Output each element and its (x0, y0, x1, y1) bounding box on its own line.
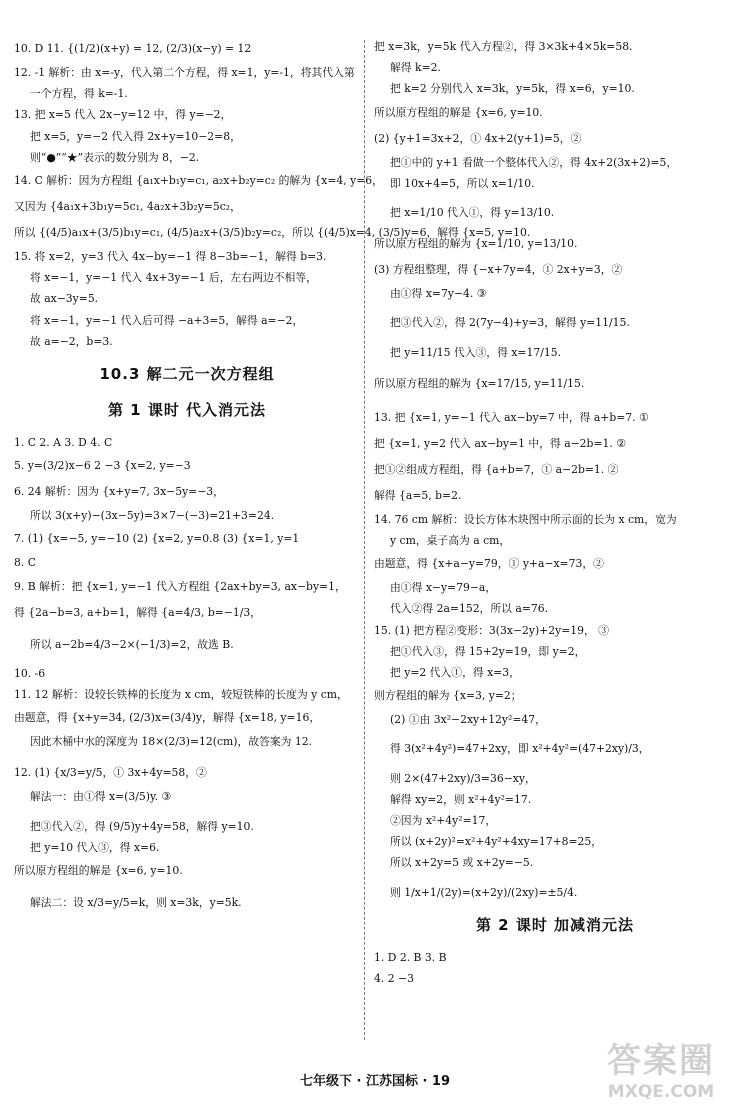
answer-line: 所以 {(4/5)a₁x+(3/5)b₁y=c₁, (4/5)a₂x+(3/5)b₂y=c₂，所以 {(4/5)x=4, (3/5)y=6，解得 {x=5, y=10. (14, 226, 531, 240)
answer-line: 把 k=2 分别代入 x=3k，y=5k，得 x=6，y=10. (390, 82, 635, 96)
answer-line: 10. D 11. {(1/2)(x+y) = 12, (2/3)(x−y) = 12 (14, 42, 252, 55)
answer-line: 则 1/x+1/(2y)=(x+2y)/(2xy)=±5/4. (390, 885, 578, 899)
answer-line: 10. -6 (14, 666, 46, 680)
answer-line: 由题意，得 {x+a−y=79，① y+a−x=73，② (374, 557, 604, 571)
answer-line: 将 x=−1，y=−1 代入 4x+3y=−1 后，左右两边不相等， (30, 271, 317, 285)
answer-line: 11. 12 解析：设较长铁棒的长度为 x cm，较短铁棒的长度为 y cm， (14, 688, 348, 702)
answer-line: 由①得 x=7y−4. ③ (390, 287, 487, 301)
answer-line: 14. C 解析：因为方程组 {a₁x+b₁y=c₁, a₂x+b₂y=c₂ 的解为 {x=4, y=6， (14, 174, 383, 188)
answer-line: ②因为 x²+4y²=17， (390, 814, 497, 828)
answer-line: 则 2×(47+2xy)/3=36−xy， (390, 771, 536, 785)
watermark-url: MXQE.COM (607, 1082, 715, 1102)
section-title: 第 2 课时 加减消元法 (475, 915, 635, 934)
answer-line: (2) ①由 3x²−2xy+12y²=47， (390, 713, 546, 727)
answer-line: 所以原方程组的解是 {x=6, y=10. (374, 105, 543, 119)
answer-line: 故 ax−3y=5. (30, 292, 99, 306)
answer-line: 解法二：设 x/3=y/5=k，则 x=3k，y=5k. (30, 896, 242, 910)
answer-line: 4. 2 −3 (374, 972, 414, 986)
answer-line: 6. 24 解析：因为 {x+y=7, 3x−5y=−3， (14, 485, 224, 499)
answer-line: 12. -1 解析：由 x=-y，代入第二个方程，得 x=1，y=-1，将其代入第 (14, 66, 355, 79)
answer-line: 所以原方程组的解是 {x=6, y=10. (14, 864, 183, 878)
answer-line: 所以原方程组的解为 {x=1/10, y=13/10. (374, 237, 578, 251)
answer-line: 13. 把 {x=1, y=−1 代入 ax−by=7 中，得 a+b=7. ① (374, 410, 649, 424)
answer-line: 所以 (x+2y)²=x²+4y²+4xy=17+8=25， (390, 835, 603, 849)
answer-line: 解得 k=2. (390, 61, 441, 75)
answer-line: 所以 a−2b=4/3−2×(−1/3)=2，故选 B. (30, 637, 234, 651)
answer-line: 因此木桶中水的深度为 18×(2/3)=12(cm)，故答案为 12. (30, 735, 313, 749)
answer-line: 7. (1) {x=−5, y=−10 (2) {x=2, y=0.8 (3) {x=1, y=1 (14, 532, 300, 546)
answer-line: 8. C (14, 556, 36, 570)
answer-line: 把 {x=1, y=2 代入 ax−by=1 中，得 a−2b=1. ② (374, 436, 626, 450)
answer-line: 13. 把 x=5 代入 2x−y=12 中，得 y=−2， (14, 108, 232, 122)
answer-line: 把③代入②，得 (9/5)y+4y=58，解得 y=10. (30, 819, 254, 833)
answer-line: 则“●”“★”表示的数分别为 8，−2. (30, 150, 200, 164)
answer-line: 把 x=3k，y=5k 代入方程②，得 3×3k+4×5k=58. (374, 40, 633, 53)
answer-line: 所以原方程组的解为 {x=17/15, y=11/15. (374, 376, 585, 390)
answer-line: 把①代入③，得 15+2y=19，即 y=2， (390, 644, 586, 658)
answer-line: 解得 xy=2，则 x²+4y²=17. (390, 792, 532, 806)
answer-line: 把 y=2 代入①，得 x=3， (390, 666, 520, 680)
answer-line: 得 3(x²+4y²)=47+2xy，即 x²+4y²=(47+2xy)/3， (390, 742, 650, 756)
answer-line: 解法一：由①得 x=(3/5)y. ③ (30, 790, 172, 804)
answer-line: 由①得 x−y=79−a， (390, 581, 497, 595)
column-divider (364, 40, 365, 1040)
answer-line: 代入②得 2a=152，所以 a=76. (390, 602, 549, 616)
answer-line: 将 x=−1，y=−1 代入后可得 −a+3=5，解得 a=−2， (30, 313, 304, 327)
right-column (374, 36, 736, 989)
answer-line: (2) {y+1=3x+2，① 4x+2(y+1)=5，② (374, 131, 582, 145)
answer-line: 把③代入②，得 2(7y−4)+y=3，解得 y=11/15. (390, 316, 630, 330)
answer-line: 14. 76 cm 解析：设长方体木块图中所示面的长为 x cm，宽为 (374, 512, 677, 526)
answer-line: 9. B 解析：把 {x=1, y=−1 代入方程组 {2ax+by=3, ax−by=1， (14, 579, 346, 593)
page-footer: 七年级下 · 江苏国标 · 19 (299, 1074, 451, 1089)
answer-line: 所以 3(x+y)−(3x−5y)=3×7−(−3)=21+3=24. (30, 509, 275, 523)
answer-line: 15. (1) 把方程②变形：3(3x−2y)+2y=19， ③ (374, 623, 610, 637)
answer-line: 所以 x+2y=5 或 x+2y=−5. (390, 856, 534, 870)
answer-line: 则方程组的解为 {x=3, y=2； (374, 689, 522, 703)
section-title: 10.3 解二元一次方程组 (99, 365, 275, 384)
answer-line: 一个方程，得 k=-1. (30, 87, 128, 101)
section-title: 第 1 课时 代入消元法 (107, 401, 267, 420)
answer-line: 故 a=−2，b=3. (30, 334, 113, 348)
answer-line: 把 x=5，y=−2 代入得 2x+y=10−2=8， (30, 129, 241, 143)
answer-line: 又因为 {4a₁x+3b₁y=5c₁, 4a₂x+3b₂y=5c₂， (14, 200, 241, 214)
answer-line: 把 y=10 代入③，得 x=6. (30, 840, 160, 854)
answer-line: 1. D 2. B 3. B (374, 950, 447, 964)
answer-line: 得 {2a−b=3, a+b=1，解得 {a=4/3, b=−1/3， (14, 605, 262, 619)
answer-line: 把①中的 y+1 看做一个整体代入②，得 4x+2(3x+2)=5， (390, 155, 678, 169)
answer-line: 5. y=(3/2)x−6 2 −3 {x=2, y=−3 (14, 459, 191, 473)
answer-line: 即 10x+4=5，所以 x=1/10. (390, 176, 535, 190)
answer-line: 解得 {a=5, b=2. (374, 488, 462, 502)
answer-line: 把 x=1/10 代入①，得 y=13/10. (390, 206, 555, 220)
watermark-text: 答案圈 (607, 1041, 715, 1081)
answer-line: 由题意，得 {x+y=34, (2/3)x=(3/4)y，解得 {x=18, y=16， (14, 711, 321, 725)
answer-line: 15. 将 x=2，y=3 代入 4x−by=−1 得 8−3b=−1，解得 b=3. (14, 250, 327, 264)
answer-line: (3) 方程组整理，得 {−x+7y=4，① 2x+y=3，② (374, 263, 623, 277)
answer-line: 12. (1) {x/3=y/5，① 3x+4y=58，② (14, 766, 207, 780)
answer-line: y cm，桌子高为 a cm， (390, 534, 511, 548)
answer-line: 把①②组成方程组，得 {a+b=7，① a−2b=1. ② (374, 462, 619, 476)
answer-line: 1. C 2. A 3. D 4. C (14, 436, 113, 450)
watermark-logo (586, 1040, 736, 1112)
answer-line: 把 y=11/15 代入③，得 x=17/15. (390, 345, 562, 359)
